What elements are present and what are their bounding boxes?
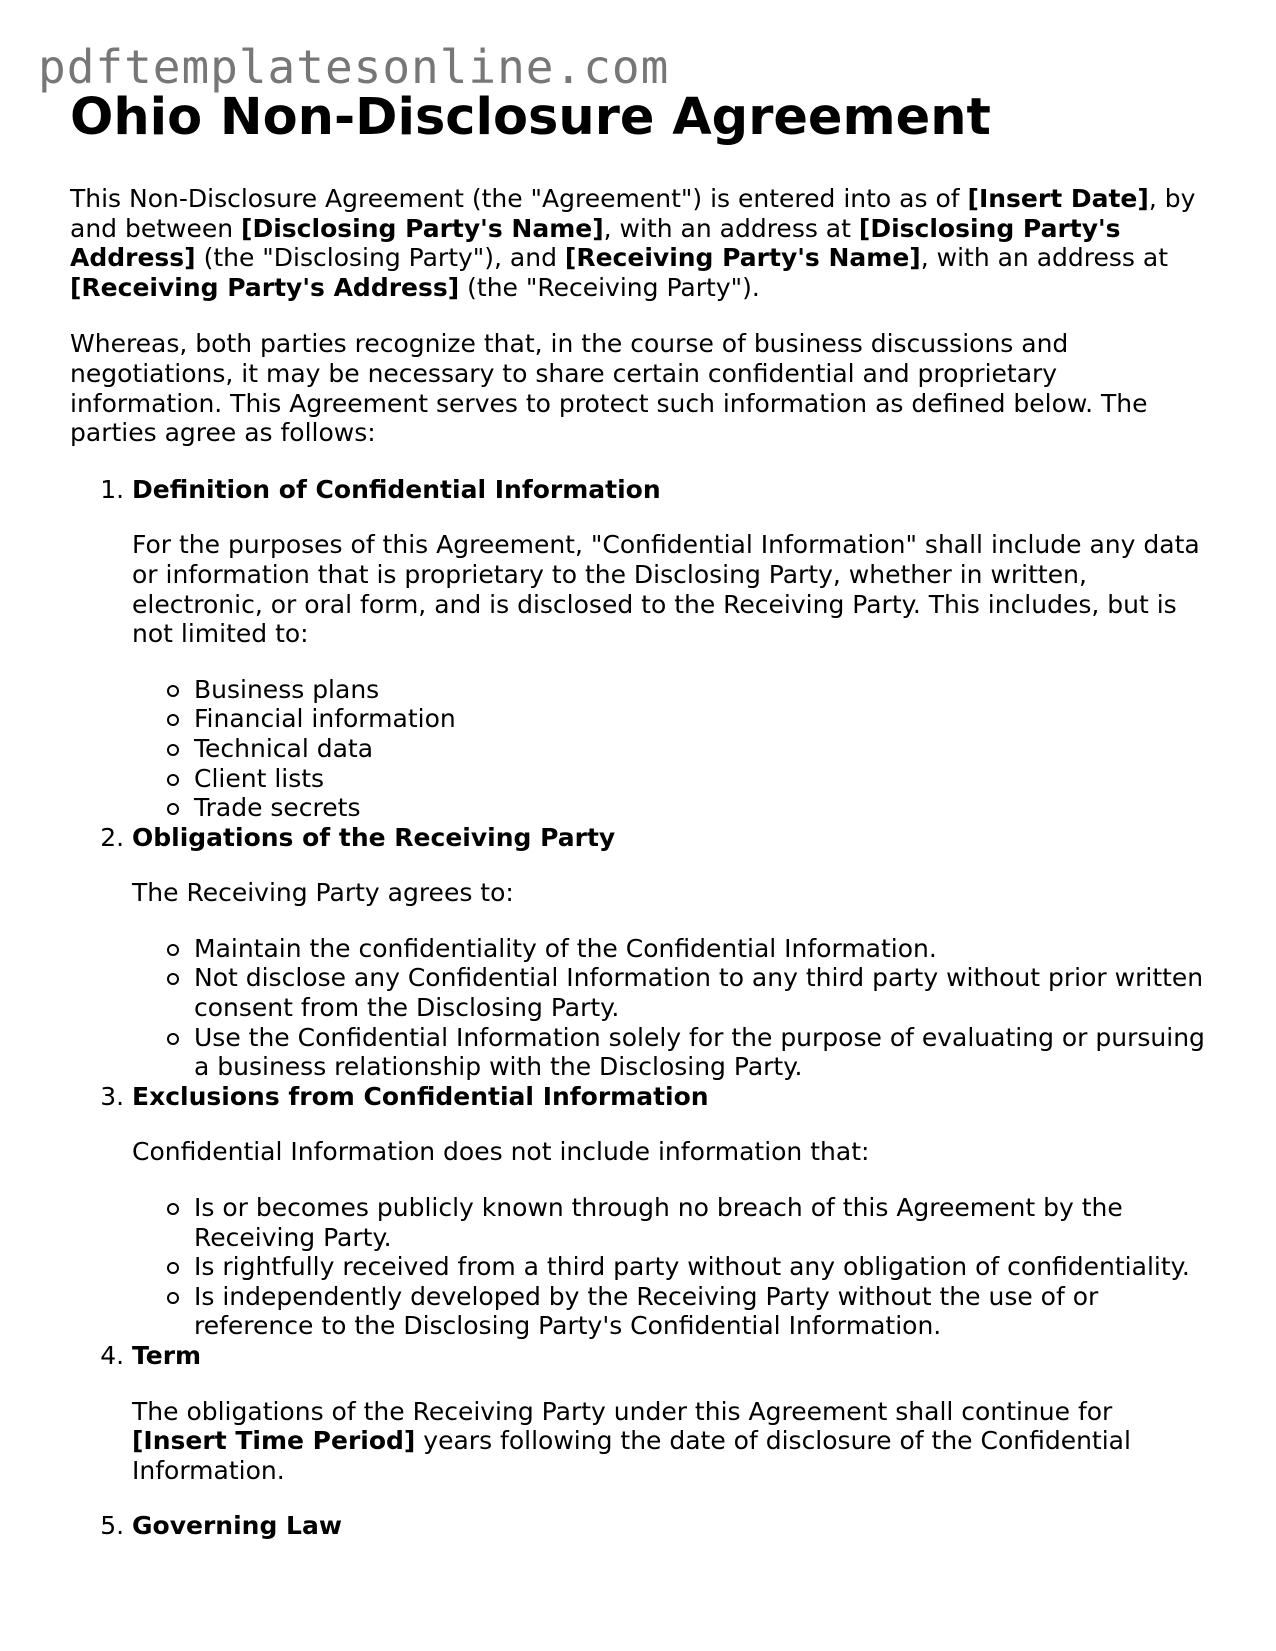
- page-title: Ohio Non-Disclosure Agreement: [70, 88, 991, 147]
- whereas-paragraph: Whereas, both parties recognize that, in the course of business discussions and negotiations, it may be necessary to share certain confidential and proprietary information. This Agreement serves to protect such information as defined below. The parties agree as follows:: [70, 329, 1148, 448]
- section-definition: [132, 475, 1210, 823]
- list-item: Client lists: [194, 764, 1210, 794]
- section-body: Confidential Information does not include information that:: [132, 1137, 870, 1167]
- section-obligations: [132, 823, 1210, 1082]
- disclosing-party-address-field: [Disclosing Party's Address]: [70, 213, 1121, 273]
- intro-paragraph: [70, 184, 1210, 302]
- list-item: Financial information: [194, 704, 1210, 734]
- list-item: Not disclose any Confidential Information to any third party without prior written consent from the Disclosing Party.: [194, 963, 1210, 1022]
- intro-text-4: (the "Disclosing Party"), and: [195, 243, 565, 273]
- list-item: Trade secrets: [194, 793, 1210, 823]
- list-item: Maintain the confidentiality of the Confidential Information.: [194, 934, 1210, 964]
- section-title: 4. Term: [132, 1341, 202, 1370]
- section-title: 2. Obligations of the Receiving Party: [132, 822, 616, 852]
- intro-text-5: , with an address at: [920, 243, 1169, 273]
- list-item: Is or becomes publicly known through no breach of this Agreement by the Receiving Party.: [194, 1193, 1210, 1252]
- receiving-party-address-field: [Receiving Party's Address]: [70, 272, 460, 302]
- section-body: The Receiving Party agrees to:: [132, 878, 514, 908]
- section-governing-law: [132, 1511, 1210, 1541]
- intro-text-1: This Non-Disclosure Agreement (the "Agreement") is entered into as of: [70, 184, 968, 213]
- section-term: [132, 1341, 1210, 1485]
- sections-list: [70, 475, 1210, 1541]
- insert-time-period-field: [Insert Time Period]: [132, 1426, 416, 1456]
- section-exclusions: [132, 1082, 1210, 1341]
- term-text-2: years following the date of disclosure of the Confidential Information.: [132, 1426, 1131, 1485]
- intro-text-6: (the "Receiving Party").: [459, 272, 760, 302]
- receiving-party-name-field: [Receiving Party's Name]: [564, 243, 921, 273]
- section-body: [132, 1397, 1210, 1486]
- intro-text-3: , with an address at: [603, 213, 859, 243]
- disclosing-party-name-field: [Disclosing Party's Name]: [241, 213, 604, 243]
- intro-text-2: , by and between: [70, 184, 1196, 243]
- list-item: Is independently developed by the Receiving Party without the use of or reference to the Disclosing Party's Confidential Information.: [194, 1282, 1210, 1341]
- list-item: Business plans: [194, 675, 1210, 705]
- list-item: Technical data: [194, 734, 1210, 764]
- bullet-list: [132, 1193, 1210, 1341]
- list-item: Is rightfully received from a third party without any obligation of confidentiality.: [194, 1252, 1210, 1282]
- section-title: 5. Governing Law: [132, 1511, 342, 1541]
- term-text-1: The obligations of the Receiving Party under this Agreement shall continue for: [132, 1396, 1113, 1426]
- list-item: Use the Confidential Information solely for the purpose of evaluating or pursuing a business relationship with the Disclosing Party.: [194, 1023, 1210, 1082]
- document: [70, 86, 1210, 1567]
- section-body: For the purposes of this Agreement, "Confidential Information" shall include any data or information that is proprietary to the Disclosing Party, whether in written, electronic, or oral form, and is disclosed to the Receiving Party. This includes, but is not limited to:: [132, 530, 1200, 649]
- watermark: pdftemplatesonline.com: [38, 40, 670, 94]
- section-title: 1. Definition of Confidential Information: [132, 474, 661, 504]
- section-title: 3. Exclusions from Confidential Information: [132, 1081, 709, 1111]
- insert-date-field: [Insert Date]: [967, 184, 1149, 213]
- bullet-list: [132, 934, 1210, 1082]
- bullet-list: [132, 675, 1210, 823]
